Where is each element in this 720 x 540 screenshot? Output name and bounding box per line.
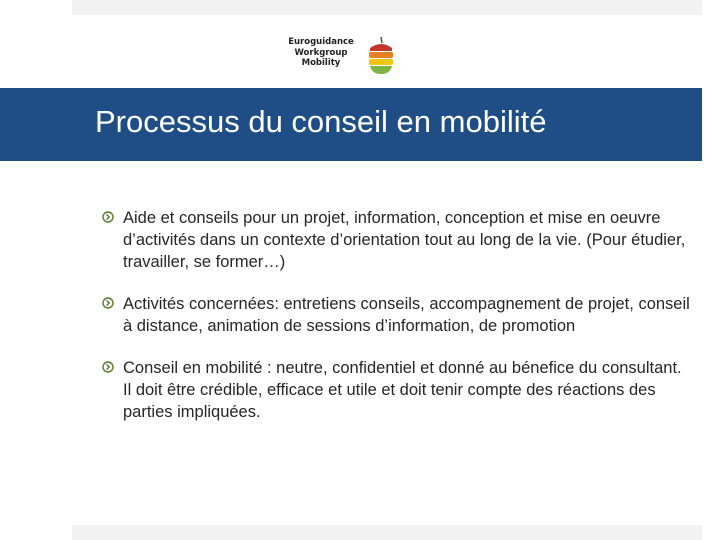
- slide-title: Processus du conseil en mobilité: [95, 104, 547, 139]
- bullet-item: [102, 207, 692, 273]
- bullet-text: Aide et conseils pour un projet, information, conception et mise en oeuvre d’activités dans un contexte d’orientation tout au long de la vie. (Pour étudier, travailler, se former…): [123, 209, 686, 271]
- logo-line-1: Euroguidance: [288, 37, 354, 47]
- logo-text: [280, 37, 362, 69]
- circled-chevron-icon: [102, 361, 114, 373]
- circled-chevron-icon: [102, 297, 114, 309]
- circled-chevron-icon: [102, 211, 114, 223]
- bottom-decorative-strip: [72, 525, 702, 540]
- bullet-text: Activités concernées: entretiens conseils, accompagnement de projet, conseil à distance, animation de sessions d’information, de promotion: [123, 295, 690, 335]
- bullet-item: [102, 293, 692, 337]
- bullet-item: [102, 357, 692, 423]
- top-decorative-strip: [72, 0, 702, 15]
- bullet-list: [102, 207, 692, 443]
- logo-line-2: Workgroup: [294, 47, 348, 58]
- euroguidance-logo: [274, 34, 404, 78]
- stacked-apple-icon: [366, 36, 396, 76]
- logo-line-3: Mobility: [301, 58, 341, 68]
- bullet-text: Conseil en mobilité : neutre, confidentiel et donné au bénefice du consultant. Il doit être crédible, efficace et utile et doit tenir compte des réactions des parties impliquées.: [123, 359, 682, 421]
